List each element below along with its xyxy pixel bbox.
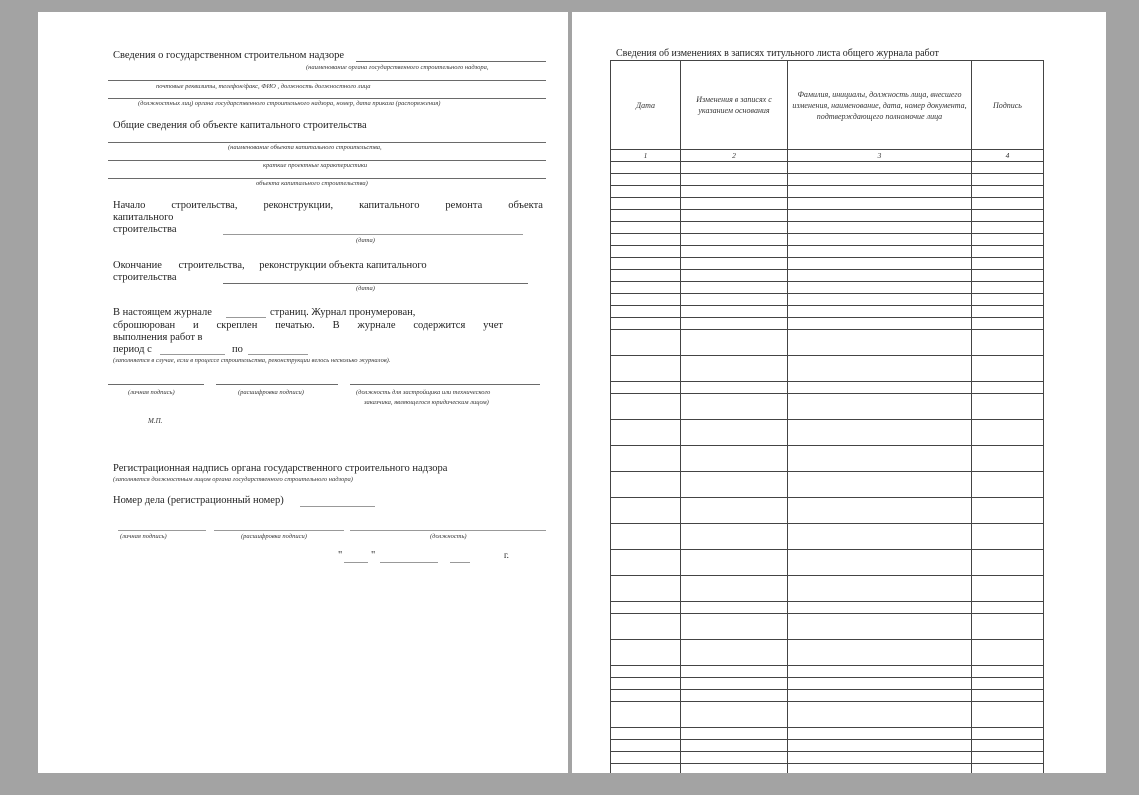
table-cell[interactable] — [611, 524, 681, 550]
end-word: Окончание — [113, 260, 162, 271]
table-cell[interactable] — [972, 356, 1044, 382]
table-cell[interactable] — [681, 640, 788, 666]
hint-date-2: (дата) — [356, 285, 375, 292]
table-cell[interactable] — [788, 282, 972, 294]
changes-title: Сведения об изменениях в записях титульного листа общего журнала работ — [616, 48, 939, 59]
table-cell[interactable] — [972, 678, 1044, 690]
table-cell[interactable] — [611, 318, 681, 330]
table-row — [611, 666, 1044, 678]
table-cell[interactable] — [972, 234, 1044, 246]
table-row — [611, 306, 1044, 318]
header-signature: Подпись — [972, 61, 1044, 150]
end-line-2: строительства — [113, 272, 177, 283]
table-body — [611, 162, 1044, 774]
table-cell[interactable] — [611, 186, 681, 198]
table-cell[interactable] — [788, 472, 972, 498]
table-cell[interactable] — [972, 472, 1044, 498]
table-header-row — [611, 61, 1044, 150]
table-cell[interactable] — [972, 524, 1044, 550]
table-cell[interactable] — [681, 740, 788, 752]
table-row — [611, 602, 1044, 614]
journal-word: журнале — [357, 320, 396, 331]
table-cell[interactable] — [972, 740, 1044, 752]
start-word: объекта — [508, 200, 543, 211]
table-cell[interactable] — [788, 174, 972, 186]
journal-word: учет — [483, 320, 503, 331]
table-cell[interactable] — [788, 690, 972, 702]
hint-object-3: объекта капитального строительства) — [256, 180, 368, 187]
signature-field[interactable] — [108, 384, 204, 385]
journal-word: сброшюрован — [113, 320, 176, 331]
table-cell[interactable] — [972, 614, 1044, 640]
table-row — [611, 728, 1044, 740]
table-cell[interactable] — [611, 356, 681, 382]
table-cell[interactable] — [788, 258, 972, 270]
table-cell[interactable] — [611, 234, 681, 246]
table-cell[interactable] — [611, 174, 681, 186]
table-cell[interactable] — [611, 764, 681, 774]
table-row — [611, 222, 1044, 234]
table-cell[interactable] — [788, 318, 972, 330]
end-line-1 — [113, 260, 431, 271]
table-cell[interactable] — [788, 446, 972, 472]
table-row — [611, 752, 1044, 764]
table-cell[interactable] — [972, 294, 1044, 306]
journal-word: скреплен — [216, 320, 258, 331]
table-cell[interactable] — [611, 330, 681, 356]
table-row — [611, 614, 1044, 640]
table-cell[interactable] — [972, 186, 1044, 198]
table-cell[interactable] — [681, 174, 788, 186]
table-cell[interactable] — [972, 318, 1044, 330]
table-cell[interactable] — [972, 602, 1044, 614]
table-cell[interactable] — [788, 246, 972, 258]
table-cell[interactable] — [611, 446, 681, 472]
registration-hint: (заполняется должностным лицом органа государственного строительного надзора) — [113, 476, 353, 483]
date-year-label: г. — [504, 550, 509, 560]
table-cell[interactable] — [972, 576, 1044, 602]
table-cell[interactable] — [788, 382, 972, 394]
position-2-field[interactable] — [350, 530, 546, 531]
position-field[interactable] — [350, 384, 540, 385]
table-cell[interactable] — [972, 764, 1044, 774]
column-number: 1 — [611, 150, 681, 162]
table-cell[interactable] — [611, 306, 681, 318]
table-row — [611, 330, 1044, 356]
table-cell[interactable] — [611, 666, 681, 678]
table-cell[interactable] — [681, 294, 788, 306]
table-cell[interactable] — [788, 186, 972, 198]
case-number-field[interactable] — [300, 506, 375, 507]
journal-line-4a: период с — [113, 344, 152, 355]
sig2-hint-3: (должность) — [430, 533, 467, 540]
table-cell[interactable] — [611, 728, 681, 740]
table-cell[interactable] — [788, 764, 972, 774]
supervision-field-line-3[interactable] — [108, 98, 546, 99]
table-cell[interactable] — [788, 294, 972, 306]
hint-object-2: краткие проектные характеристики — [263, 162, 368, 169]
table-row — [611, 270, 1044, 282]
date-day-field[interactable] — [344, 562, 368, 563]
table-cell[interactable] — [681, 472, 788, 498]
journal-line-2 — [113, 320, 503, 331]
table-row — [611, 246, 1044, 258]
table-cell[interactable] — [788, 666, 972, 678]
hint-supervision-2: почтовые реквизиты, телефон/факс, ФИО , должность должностного лица — [156, 83, 371, 90]
table-cell[interactable] — [788, 234, 972, 246]
table-cell[interactable] — [788, 306, 972, 318]
table-cell[interactable] — [788, 210, 972, 222]
registration-label: Регистрационная надпись органа государственного строительного надзора — [113, 463, 448, 474]
table-cell[interactable] — [681, 356, 788, 382]
table-cell[interactable] — [788, 356, 972, 382]
table-row — [611, 318, 1044, 330]
table-cell[interactable] — [972, 306, 1044, 318]
start-line-2: капитального — [113, 212, 174, 223]
start-word: Начало — [113, 200, 146, 211]
journal-word: печатью. — [275, 320, 315, 331]
table-cell[interactable] — [681, 306, 788, 318]
table-row — [611, 550, 1044, 576]
object-label: Общие сведения об объекте капитального строительства — [113, 120, 367, 131]
table-row — [611, 210, 1044, 222]
table-row — [611, 382, 1044, 394]
table-cell[interactable] — [972, 666, 1044, 678]
hint-supervision-3: (должностных лиц) органа государственного строительного надзора, номер, дата приказа (распоряжения) — [138, 100, 441, 107]
period-from-field[interactable] — [160, 354, 225, 355]
table-row — [611, 524, 1044, 550]
table-cell[interactable] — [788, 752, 972, 764]
start-date-field[interactable] — [223, 234, 523, 235]
table-cell[interactable] — [611, 294, 681, 306]
date-year-field[interactable] — [450, 562, 470, 563]
table-cell[interactable] — [681, 234, 788, 246]
table-cell[interactable] — [681, 764, 788, 774]
table-cell[interactable] — [611, 602, 681, 614]
table-cell[interactable] — [681, 222, 788, 234]
table-row — [611, 174, 1044, 186]
table-cell[interactable] — [681, 198, 788, 210]
date-quote-open: " — [338, 550, 343, 561]
table-cell[interactable] — [611, 282, 681, 294]
journal-word: содержится — [413, 320, 466, 331]
journal-line-1b: страниц. Журнал пронумерован, — [270, 307, 416, 318]
table-cell[interactable] — [681, 162, 788, 174]
table-cell[interactable] — [681, 246, 788, 258]
table-cell[interactable] — [681, 690, 788, 702]
table-cell[interactable] — [611, 210, 681, 222]
period-to-field[interactable] — [248, 354, 308, 355]
table-cell[interactable] — [611, 162, 681, 174]
start-line-1 — [113, 200, 543, 211]
sig2-hint-2: (расшифровка подписи) — [241, 533, 307, 540]
left-page — [38, 12, 568, 773]
table-cell[interactable] — [788, 270, 972, 282]
table-cell[interactable] — [788, 198, 972, 210]
object-field-line-2[interactable] — [108, 160, 546, 161]
column-number: 4 — [972, 150, 1044, 162]
sig-hint-3a: (должность для застройщика или технического — [356, 389, 491, 396]
sig-hint-2: (расшифровка подписи) — [238, 389, 304, 396]
table-row — [611, 472, 1044, 498]
table-cell[interactable] — [788, 524, 972, 550]
table-cell[interactable] — [611, 394, 681, 420]
table-cell[interactable] — [972, 640, 1044, 666]
table-cell[interactable] — [681, 382, 788, 394]
journal-line-3: выполнения работ в — [113, 332, 203, 343]
supervision-label: Сведения о государственном строительном надзоре — [113, 50, 344, 61]
table-row — [611, 162, 1044, 174]
object-field-line-3[interactable] — [108, 178, 546, 179]
header-changes: Изменения в записях с указанием основания — [681, 61, 788, 150]
table-cell[interactable] — [681, 666, 788, 678]
table-cell[interactable] — [681, 602, 788, 614]
table-cell[interactable] — [611, 246, 681, 258]
table-cell[interactable] — [788, 678, 972, 690]
journal-word: и — [193, 320, 199, 331]
table-cell[interactable] — [972, 174, 1044, 186]
column-numbers-row — [611, 150, 1044, 162]
table-cell[interactable] — [681, 752, 788, 764]
table-cell[interactable] — [681, 330, 788, 356]
table-cell[interactable] — [972, 330, 1044, 356]
column-number: 2 — [681, 150, 788, 162]
table-cell[interactable] — [611, 690, 681, 702]
sig2-hint-1: (личная подпись) — [120, 533, 167, 540]
table-row — [611, 640, 1044, 666]
table-row — [611, 258, 1044, 270]
start-word: реконструкции, — [263, 200, 334, 211]
table-cell[interactable] — [972, 258, 1044, 270]
table-cell[interactable] — [611, 270, 681, 282]
table-cell[interactable] — [788, 728, 972, 740]
table-cell[interactable] — [788, 222, 972, 234]
table-cell[interactable] — [788, 330, 972, 356]
sig-hint-1: (личная подпись) — [128, 389, 175, 396]
table-cell[interactable] — [788, 602, 972, 614]
table-cell[interactable] — [972, 728, 1044, 740]
table-cell[interactable] — [788, 614, 972, 640]
table-cell[interactable] — [788, 576, 972, 602]
table-cell[interactable] — [788, 162, 972, 174]
table-row — [611, 294, 1044, 306]
table-cell[interactable] — [788, 498, 972, 524]
table-cell[interactable] — [681, 210, 788, 222]
end-word: строительства, — [178, 260, 245, 271]
table-cell[interactable] — [611, 382, 681, 394]
header-date: Дата — [611, 61, 681, 150]
table-cell[interactable] — [681, 258, 788, 270]
table-row — [611, 576, 1044, 602]
date-month-field[interactable] — [380, 562, 438, 563]
table-row — [611, 678, 1044, 690]
table-cell[interactable] — [681, 524, 788, 550]
supervision-field[interactable] — [356, 61, 546, 62]
journal-line-1a: В настоящем журнале — [113, 307, 212, 318]
table-cell[interactable] — [681, 420, 788, 446]
end-word: реконструкции объекта капитального — [259, 260, 427, 271]
table-cell[interactable] — [972, 752, 1044, 764]
hint-journal: (заполняется в случае, если в процессе строительства, реконструкции велось несколько журналов). — [113, 357, 391, 364]
table-cell[interactable] — [972, 550, 1044, 576]
table-cell[interactable] — [681, 702, 788, 728]
hint-object-1: (наименование объекта капитального строительства, — [228, 144, 382, 151]
table-cell[interactable] — [788, 550, 972, 576]
table-cell[interactable] — [611, 740, 681, 752]
table-row — [611, 764, 1044, 774]
table-cell[interactable] — [972, 446, 1044, 472]
table-cell[interactable] — [972, 394, 1044, 420]
table-cell[interactable] — [681, 728, 788, 740]
table-cell[interactable] — [788, 640, 972, 666]
table-cell[interactable] — [972, 690, 1044, 702]
sig-hint-3b: заказчика, являющегося юридическим лицом) — [364, 399, 489, 406]
table-cell[interactable] — [611, 752, 681, 764]
table-row — [611, 186, 1044, 198]
stamp-label: М.П. — [148, 417, 163, 425]
table-row — [611, 198, 1044, 210]
table-row — [611, 740, 1044, 752]
table-cell[interactable] — [681, 550, 788, 576]
table-cell[interactable] — [788, 702, 972, 728]
table-cell[interactable] — [681, 498, 788, 524]
table-cell[interactable] — [611, 258, 681, 270]
table-cell[interactable] — [972, 246, 1044, 258]
table-cell[interactable] — [788, 394, 972, 420]
start-word: строительства, — [171, 200, 238, 211]
right-page — [572, 12, 1106, 773]
date-quote-close: " — [371, 550, 376, 561]
table-cell[interactable] — [788, 420, 972, 446]
table-cell[interactable] — [681, 614, 788, 640]
signature-decode-field[interactable] — [216, 384, 338, 385]
table-row — [611, 356, 1044, 382]
header-person: Фамилия, инициалы, должность лица, внесшего изменения, наименование, дата, номер документа, подтверждающего полномочие лица — [788, 61, 972, 150]
table-cell[interactable] — [611, 678, 681, 690]
table-row — [611, 498, 1044, 524]
table-cell[interactable] — [611, 222, 681, 234]
table-cell[interactable] — [681, 678, 788, 690]
table-row — [611, 234, 1044, 246]
table-cell[interactable] — [681, 318, 788, 330]
table-cell[interactable] — [681, 282, 788, 294]
table-cell[interactable] — [972, 162, 1044, 174]
table-row — [611, 282, 1044, 294]
table-cell[interactable] — [611, 498, 681, 524]
pages-count-field[interactable] — [226, 317, 266, 318]
table-cell[interactable] — [611, 472, 681, 498]
table-cell[interactable] — [972, 270, 1044, 282]
start-word: ремонта — [445, 200, 483, 211]
table-cell[interactable] — [972, 282, 1044, 294]
signature-2-field[interactable] — [118, 530, 206, 531]
hint-supervision-1: (наименование органа государственного строительного надзора, — [306, 64, 489, 71]
table-row — [611, 702, 1044, 728]
table-cell[interactable] — [681, 270, 788, 282]
supervision-field-line-2[interactable] — [108, 80, 546, 81]
table-cell[interactable] — [611, 640, 681, 666]
table-cell[interactable] — [972, 498, 1044, 524]
table-cell[interactable] — [611, 420, 681, 446]
journal-word: В — [332, 320, 340, 331]
table-row — [611, 420, 1044, 446]
table-cell[interactable] — [681, 186, 788, 198]
column-number: 3 — [788, 150, 972, 162]
table-cell[interactable] — [611, 198, 681, 210]
table-cell[interactable] — [681, 446, 788, 472]
table-row — [611, 394, 1044, 420]
table-cell[interactable] — [972, 210, 1044, 222]
journal-line-4b: по — [232, 344, 243, 355]
table-cell[interactable] — [681, 394, 788, 420]
table-cell[interactable] — [788, 740, 972, 752]
case-number-label: Номер дела (регистрационный номер) — [113, 495, 284, 506]
table-cell[interactable] — [972, 382, 1044, 394]
table-cell[interactable] — [972, 702, 1044, 728]
table-cell[interactable] — [611, 614, 681, 640]
start-word: капитального — [359, 200, 420, 211]
table-cell[interactable] — [972, 198, 1044, 210]
hint-date-1: (дата) — [356, 237, 375, 244]
signature-2-decode-field[interactable] — [214, 530, 344, 531]
table-row — [611, 446, 1044, 472]
start-line-3: строительства — [113, 224, 177, 235]
table-cell[interactable] — [611, 550, 681, 576]
table-cell[interactable] — [611, 702, 681, 728]
table-cell[interactable] — [972, 420, 1044, 446]
changes-table — [610, 60, 1044, 773]
table-cell[interactable] — [972, 222, 1044, 234]
table-cell[interactable] — [611, 576, 681, 602]
object-field-line-1[interactable] — [108, 142, 546, 143]
table-row — [611, 690, 1044, 702]
end-date-field[interactable] — [223, 283, 528, 284]
table-cell[interactable] — [681, 576, 788, 602]
